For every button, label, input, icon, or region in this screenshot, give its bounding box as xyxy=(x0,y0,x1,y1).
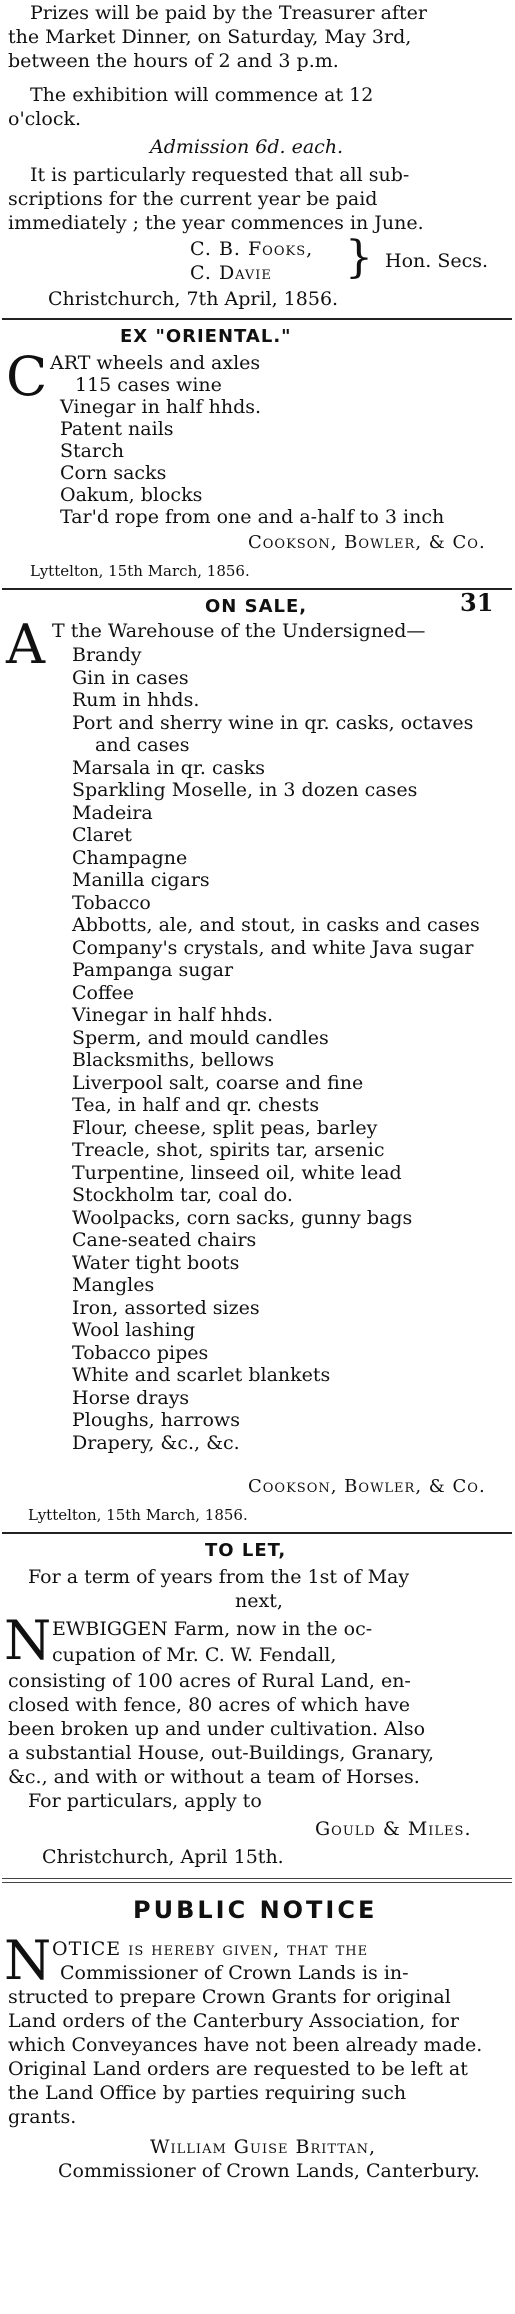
list-item: Stockholm tar, coal do. xyxy=(72,1184,293,1206)
list-item: Woolpacks, corn sacks, gunny bags xyxy=(72,1207,413,1229)
subheading: For a term of years from the 1st of May xyxy=(28,1566,410,1588)
section-heading: ON SALE, xyxy=(205,596,308,617)
drop-capital: N xyxy=(4,1609,52,1672)
list-item: Water tight boots xyxy=(72,1252,240,1274)
list-item: Treacle, shot, spirits tar, arsenic xyxy=(72,1139,385,1161)
list-item: Vinegar in half hhds. xyxy=(72,1004,274,1026)
text-line: It is particularly requested that all sub- xyxy=(30,164,410,186)
list-item: Pampanga sugar xyxy=(72,959,234,981)
secretary-name: C. B. Fooks, xyxy=(190,238,314,260)
text-line: structed to prepare Crown Grants for original xyxy=(8,1986,451,2008)
list-item: Tobacco xyxy=(72,892,151,914)
text-line: the Market Dinner, on Saturday, May 3rd, xyxy=(8,26,412,48)
list-item: and cases xyxy=(95,734,190,756)
handwritten-mark: 31 xyxy=(460,588,494,617)
text-line: scriptions for the current year be paid xyxy=(8,188,378,210)
list-item: Corn sacks xyxy=(60,462,167,484)
divider xyxy=(2,1532,512,1534)
secretary-role: Hon. Secs. xyxy=(385,250,489,272)
text-line: been broken up and under cultivation. Also xyxy=(8,1718,426,1740)
text-line: For particulars, apply to xyxy=(28,1790,262,1812)
text-line: OTICE is hereby given, that the xyxy=(52,1938,369,1960)
divider xyxy=(2,318,512,320)
list-item: Manilla cigars xyxy=(72,869,210,891)
signature: Cookson, Bowler, & Co. xyxy=(248,532,486,553)
divider xyxy=(2,1878,512,1879)
list-item: Coffee xyxy=(72,982,134,1004)
text-line: consisting of 100 acres of Rural Land, en- xyxy=(8,1670,411,1692)
list-item: Oakum, blocks xyxy=(60,484,203,506)
list-item: Abbotts, ale, and stout, in casks and cases xyxy=(72,914,480,936)
list-item: Drapery, &c., &c. xyxy=(72,1432,240,1454)
text-line: grants. xyxy=(8,2106,77,2128)
signature: Cookson, Bowler, & Co. xyxy=(248,1476,486,1497)
text-line: closed with fence, 80 acres of which have xyxy=(8,1694,410,1716)
dateline: Christchurch, April 15th. xyxy=(42,1846,284,1868)
section-heading: PUBLIC NOTICE xyxy=(133,1896,378,1924)
list-item: Rum in hhds. xyxy=(72,689,200,711)
text-line: EWBIGGEN Farm, now in the oc- xyxy=(52,1618,373,1640)
list-item: Sperm, and mould candles xyxy=(72,1027,329,1049)
list-item: Tea, in half and qr. chests xyxy=(72,1094,320,1116)
list-item: Liverpool salt, coarse and fine xyxy=(72,1072,364,1094)
list-item: Claret xyxy=(72,824,132,846)
secretary-name: C. Davie xyxy=(190,262,272,284)
list-item: Blacksmiths, bellows xyxy=(72,1049,275,1071)
text-line: a substantial House, out-Buildings, Granary, xyxy=(8,1742,434,1764)
signature-title: Commissioner of Crown Lands, Canterbury. xyxy=(58,2160,480,2182)
text-line: between the hours of 2 and 3 p.m. xyxy=(8,50,339,72)
text-line: which Conveyances have not been already made. xyxy=(8,2034,483,2056)
list-item: Iron, assorted sizes xyxy=(72,1297,260,1319)
list-item: Company's crystals, and white Java sugar xyxy=(72,937,474,959)
brace: } xyxy=(345,232,373,283)
drop-capital: N xyxy=(4,1929,52,1992)
list-item: 115 cases wine xyxy=(75,374,222,396)
list-item: Brandy xyxy=(72,644,142,666)
list-item: Starch xyxy=(60,440,124,462)
list-item: Horse drays xyxy=(72,1387,190,1409)
list-item: T the Warehouse of the Undersigned— xyxy=(52,620,426,642)
divider xyxy=(2,1882,512,1883)
text-line: Original Land orders are requested to be left at xyxy=(8,2058,468,2080)
text-line: o'clock. xyxy=(8,108,82,130)
text-line: the Land Office by parties requiring such xyxy=(8,2082,407,2104)
admission-line: Admission 6d. each. xyxy=(150,136,344,158)
drop-capital: A xyxy=(6,613,45,676)
list-item: Port and sherry wine in qr. casks, octaves xyxy=(72,712,474,734)
text-line: The exhibition will commence at 12 xyxy=(30,84,374,106)
list-item: White and scarlet blankets xyxy=(72,1364,331,1386)
text-line: Land orders of the Canterbury Association, for xyxy=(8,2010,459,2032)
section-heading: EX "ORIENTAL." xyxy=(120,326,292,347)
signature: William Guise Brittan, xyxy=(150,2136,377,2158)
list-item: Vinegar in half hhds. xyxy=(60,396,262,418)
section-heading: TO LET, xyxy=(205,1540,287,1561)
divider xyxy=(2,588,512,590)
list-item: Marsala in qr. casks xyxy=(72,757,265,779)
list-item: Ploughs, harrows xyxy=(72,1409,240,1431)
list-item: Cane-seated chairs xyxy=(72,1229,257,1251)
text-line: &c., and with or without a team of Horses. xyxy=(8,1766,420,1788)
list-item: Turpentine, linseed oil, white lead xyxy=(72,1162,402,1184)
list-item: Champagne xyxy=(72,847,188,869)
list-item: Tobacco pipes xyxy=(72,1342,209,1364)
list-item: Sparkling Moselle, in 3 dozen cases xyxy=(72,779,418,801)
list-item: ART wheels and axles xyxy=(50,352,261,374)
dateline: Christchurch, 7th April, 1856. xyxy=(48,288,339,310)
list-item: Madeira xyxy=(72,802,153,824)
list-item: Patent nails xyxy=(60,418,174,440)
text-line: immediately ; the year commences in June. xyxy=(8,212,424,234)
text-line: cupation of Mr. C. W. Fendall, xyxy=(52,1644,337,1666)
list-item: Flour, cheese, split peas, barley xyxy=(72,1117,378,1139)
list-item: Gin in cases xyxy=(72,667,189,689)
list-item: Mangles xyxy=(72,1274,155,1296)
dateline: Lyttelton, 15th March, 1856. xyxy=(28,1506,248,1524)
drop-capital: C xyxy=(6,345,48,408)
list-item: Tar'd rope from one and a-half to 3 inch xyxy=(60,506,445,528)
list-item: Wool lashing xyxy=(72,1319,196,1341)
dateline: Lyttelton, 15th March, 1856. xyxy=(30,562,250,580)
signature: Gould & Miles. xyxy=(315,1818,472,1840)
text-line: Prizes will be paid by the Treasurer after xyxy=(30,2,427,24)
text-line: Commissioner of Crown Lands is in- xyxy=(60,1962,409,1984)
subheading: next, xyxy=(235,1590,283,1612)
